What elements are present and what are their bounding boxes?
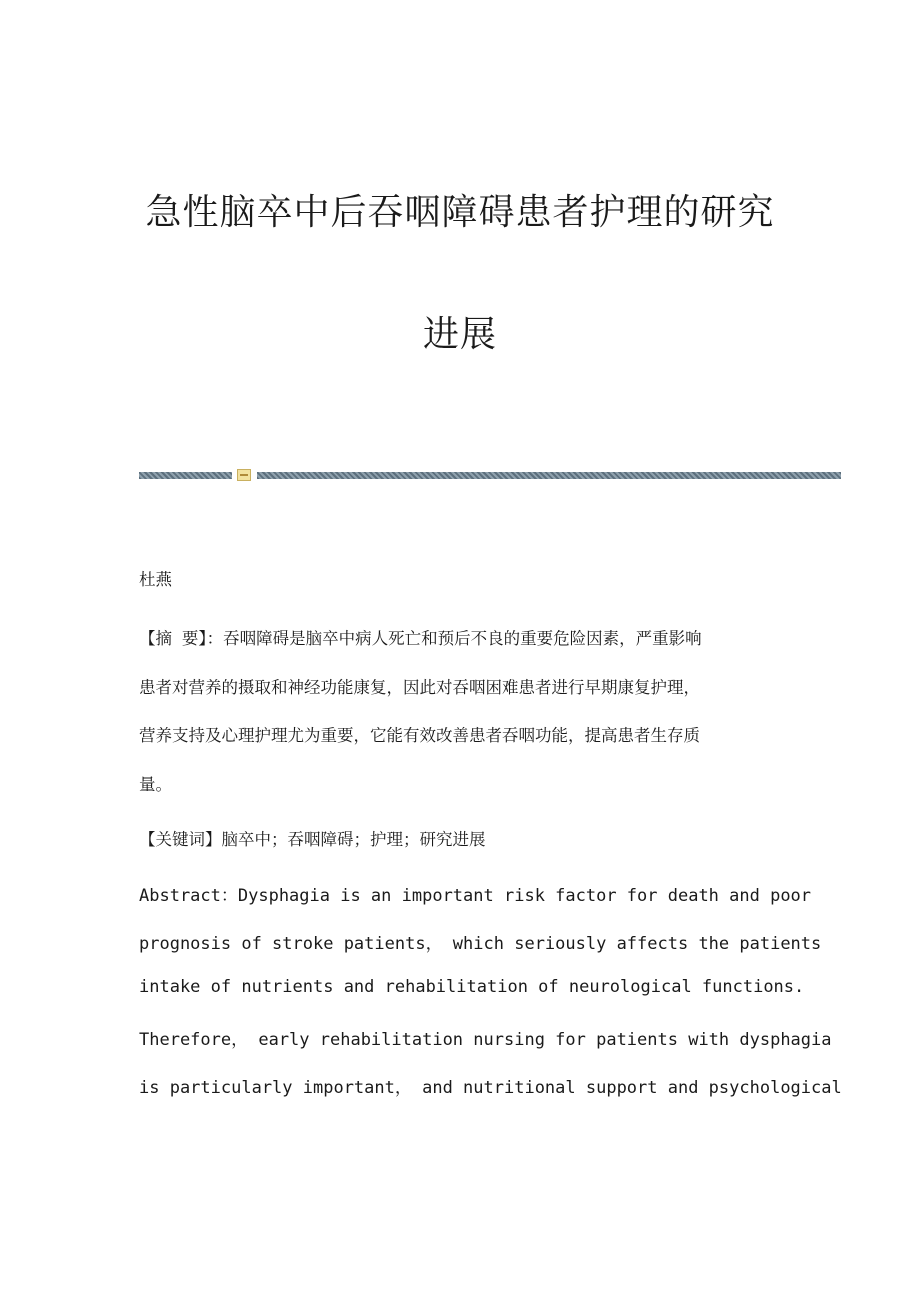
abstract-en-line: intake of nutrients and rehabilitation of neurological functions. bbox=[139, 977, 805, 997]
abstract-en-line: is particularly important， and nutritional support and psychological bbox=[139, 1078, 842, 1098]
abstract-en-line: Therefore， early rehabilitation nursing for patients with dysphagia bbox=[139, 1030, 832, 1050]
abstract-en-line: prognosis of stroke patients， which seriously affects the patients bbox=[139, 934, 822, 954]
abstract-en-line: Abstract：Dysphagia is an important risk factor for death and poor bbox=[139, 886, 812, 906]
divider-bar-left bbox=[139, 472, 232, 479]
abstract-cn-line: 患者对营养的摄取和神经功能康复，因此对吞咽困难患者进行早期康复护理， bbox=[139, 678, 700, 697]
author-name: 杜燕 bbox=[139, 570, 172, 589]
abstract-cn-line: 量。 bbox=[139, 775, 172, 794]
keywords-line: 【关键词】脑卒中；吞咽障碍；护理；研究进展 bbox=[139, 830, 486, 849]
divider-bar-right bbox=[257, 472, 841, 479]
title-line-1: 急性脑卒中后吞咽障碍患者护理的研究 bbox=[145, 192, 775, 233]
title-line-2: 进展 bbox=[422, 314, 497, 355]
divider-ornament-icon bbox=[237, 469, 251, 481]
abstract-cn-line: 营养支持及心理护理尤为重要，它能有效改善患者吞咽功能，提高患者生存质 bbox=[139, 726, 700, 745]
abstract-cn-line: 【摘 要】：吞咽障碍是脑卒中病人死亡和预后不良的重要危险因素，严重影响 bbox=[139, 629, 702, 648]
decorative-divider bbox=[139, 468, 841, 482]
